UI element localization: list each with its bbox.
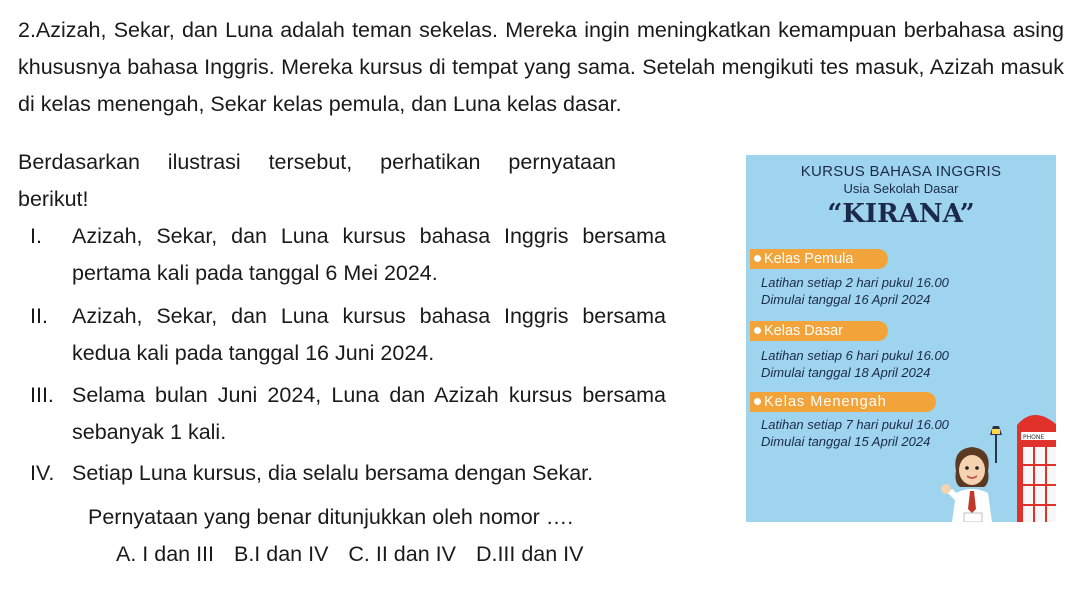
phone-booth-icon: [1011, 405, 1056, 522]
statement-number: IV.: [30, 461, 55, 485]
class-name: Kelas Menengah: [764, 394, 887, 410]
question-intro: 2.Azizah, Sekar, dan Luna adalah teman sekelas. Mereka ingin meningkatkan kemampuan berbahasa asing khususnya bahasa Inggris. Mereka kursus di tempat yang sama. Setelah mengikuti tes masuk, Azizah masuk di kelas menengah, Sekar kelas pemula, dan Luna kelas dasar.: [18, 18, 1064, 116]
statement-text-cont: kedua kali pada tanggal 16 Juni 2024.: [72, 341, 435, 365]
statement-number: II.: [30, 304, 48, 328]
option-b[interactable]: B.I dan IV: [233, 542, 329, 566]
option-c[interactable]: C. II dan IV: [348, 542, 456, 566]
poster-brand: “KIRANA”: [827, 199, 975, 229]
statement-text: Selama bulan Juni 2024, Luna dan Azizah kursus bersama: [72, 383, 666, 407]
class-start: Dimulai tanggal 18 April 2024: [761, 365, 931, 380]
class-pill-menengah: [750, 392, 936, 412]
answer-options: [116, 536, 598, 573]
statement-text: Setiap Luna kursus, dia selalu bersama dengan Sekar.: [72, 461, 594, 485]
class-start: Dimulai tanggal 16 April 2024: [761, 292, 931, 307]
course-poster: [746, 155, 1056, 522]
bullet-icon: [754, 398, 761, 405]
bullet-icon: [754, 255, 761, 262]
question-conclusion: Pernyataan yang benar ditunjukkan oleh nomor ….: [88, 505, 574, 529]
class-start: Dimulai tanggal 15 April 2024: [761, 434, 931, 449]
poster-title: KURSUS BAHASA INGGRIS: [800, 163, 1002, 180]
statement-number: I.: [30, 224, 42, 248]
class-name: Kelas Pemula: [764, 251, 854, 267]
statement-text: Azizah, Sekar, dan Luna kursus bahasa Inggris bersama: [72, 224, 666, 248]
statement-text: Azizah, Sekar, dan Luna kursus bahasa Inggris bersama: [72, 304, 666, 328]
statement-text-cont: sebanyak 1 kali.: [72, 420, 227, 444]
booth-sign: PHONE: [1023, 434, 1045, 441]
class-pill-dasar: [750, 321, 888, 341]
statement-text-cont: pertama kali pada tanggal 6 Mei 2024.: [72, 261, 438, 285]
class-name: Kelas Dasar: [764, 323, 843, 339]
bullet-icon: [754, 327, 761, 334]
question-prompt-end: berikut!: [18, 187, 89, 211]
class-schedule: Latihan setiap 7 hari pukul 16.00: [761, 417, 949, 432]
option-d[interactable]: D.III dan IV: [475, 542, 584, 566]
class-schedule: Latihan setiap 2 hari pukul 16.00: [761, 275, 949, 290]
option-a[interactable]: A. I dan III: [116, 542, 214, 566]
student-illustration: [934, 443, 1006, 522]
class-schedule: Latihan setiap 6 hari pukul 16.00: [761, 348, 949, 363]
statement-number: III.: [30, 383, 54, 407]
question-prompt: Berdasarkan ilustrasi tersebut, perhatikan pernyataan: [18, 150, 616, 174]
class-pill-pemula: [750, 249, 888, 269]
poster-subtitle: Usia Sekolah Dasar: [843, 181, 959, 196]
